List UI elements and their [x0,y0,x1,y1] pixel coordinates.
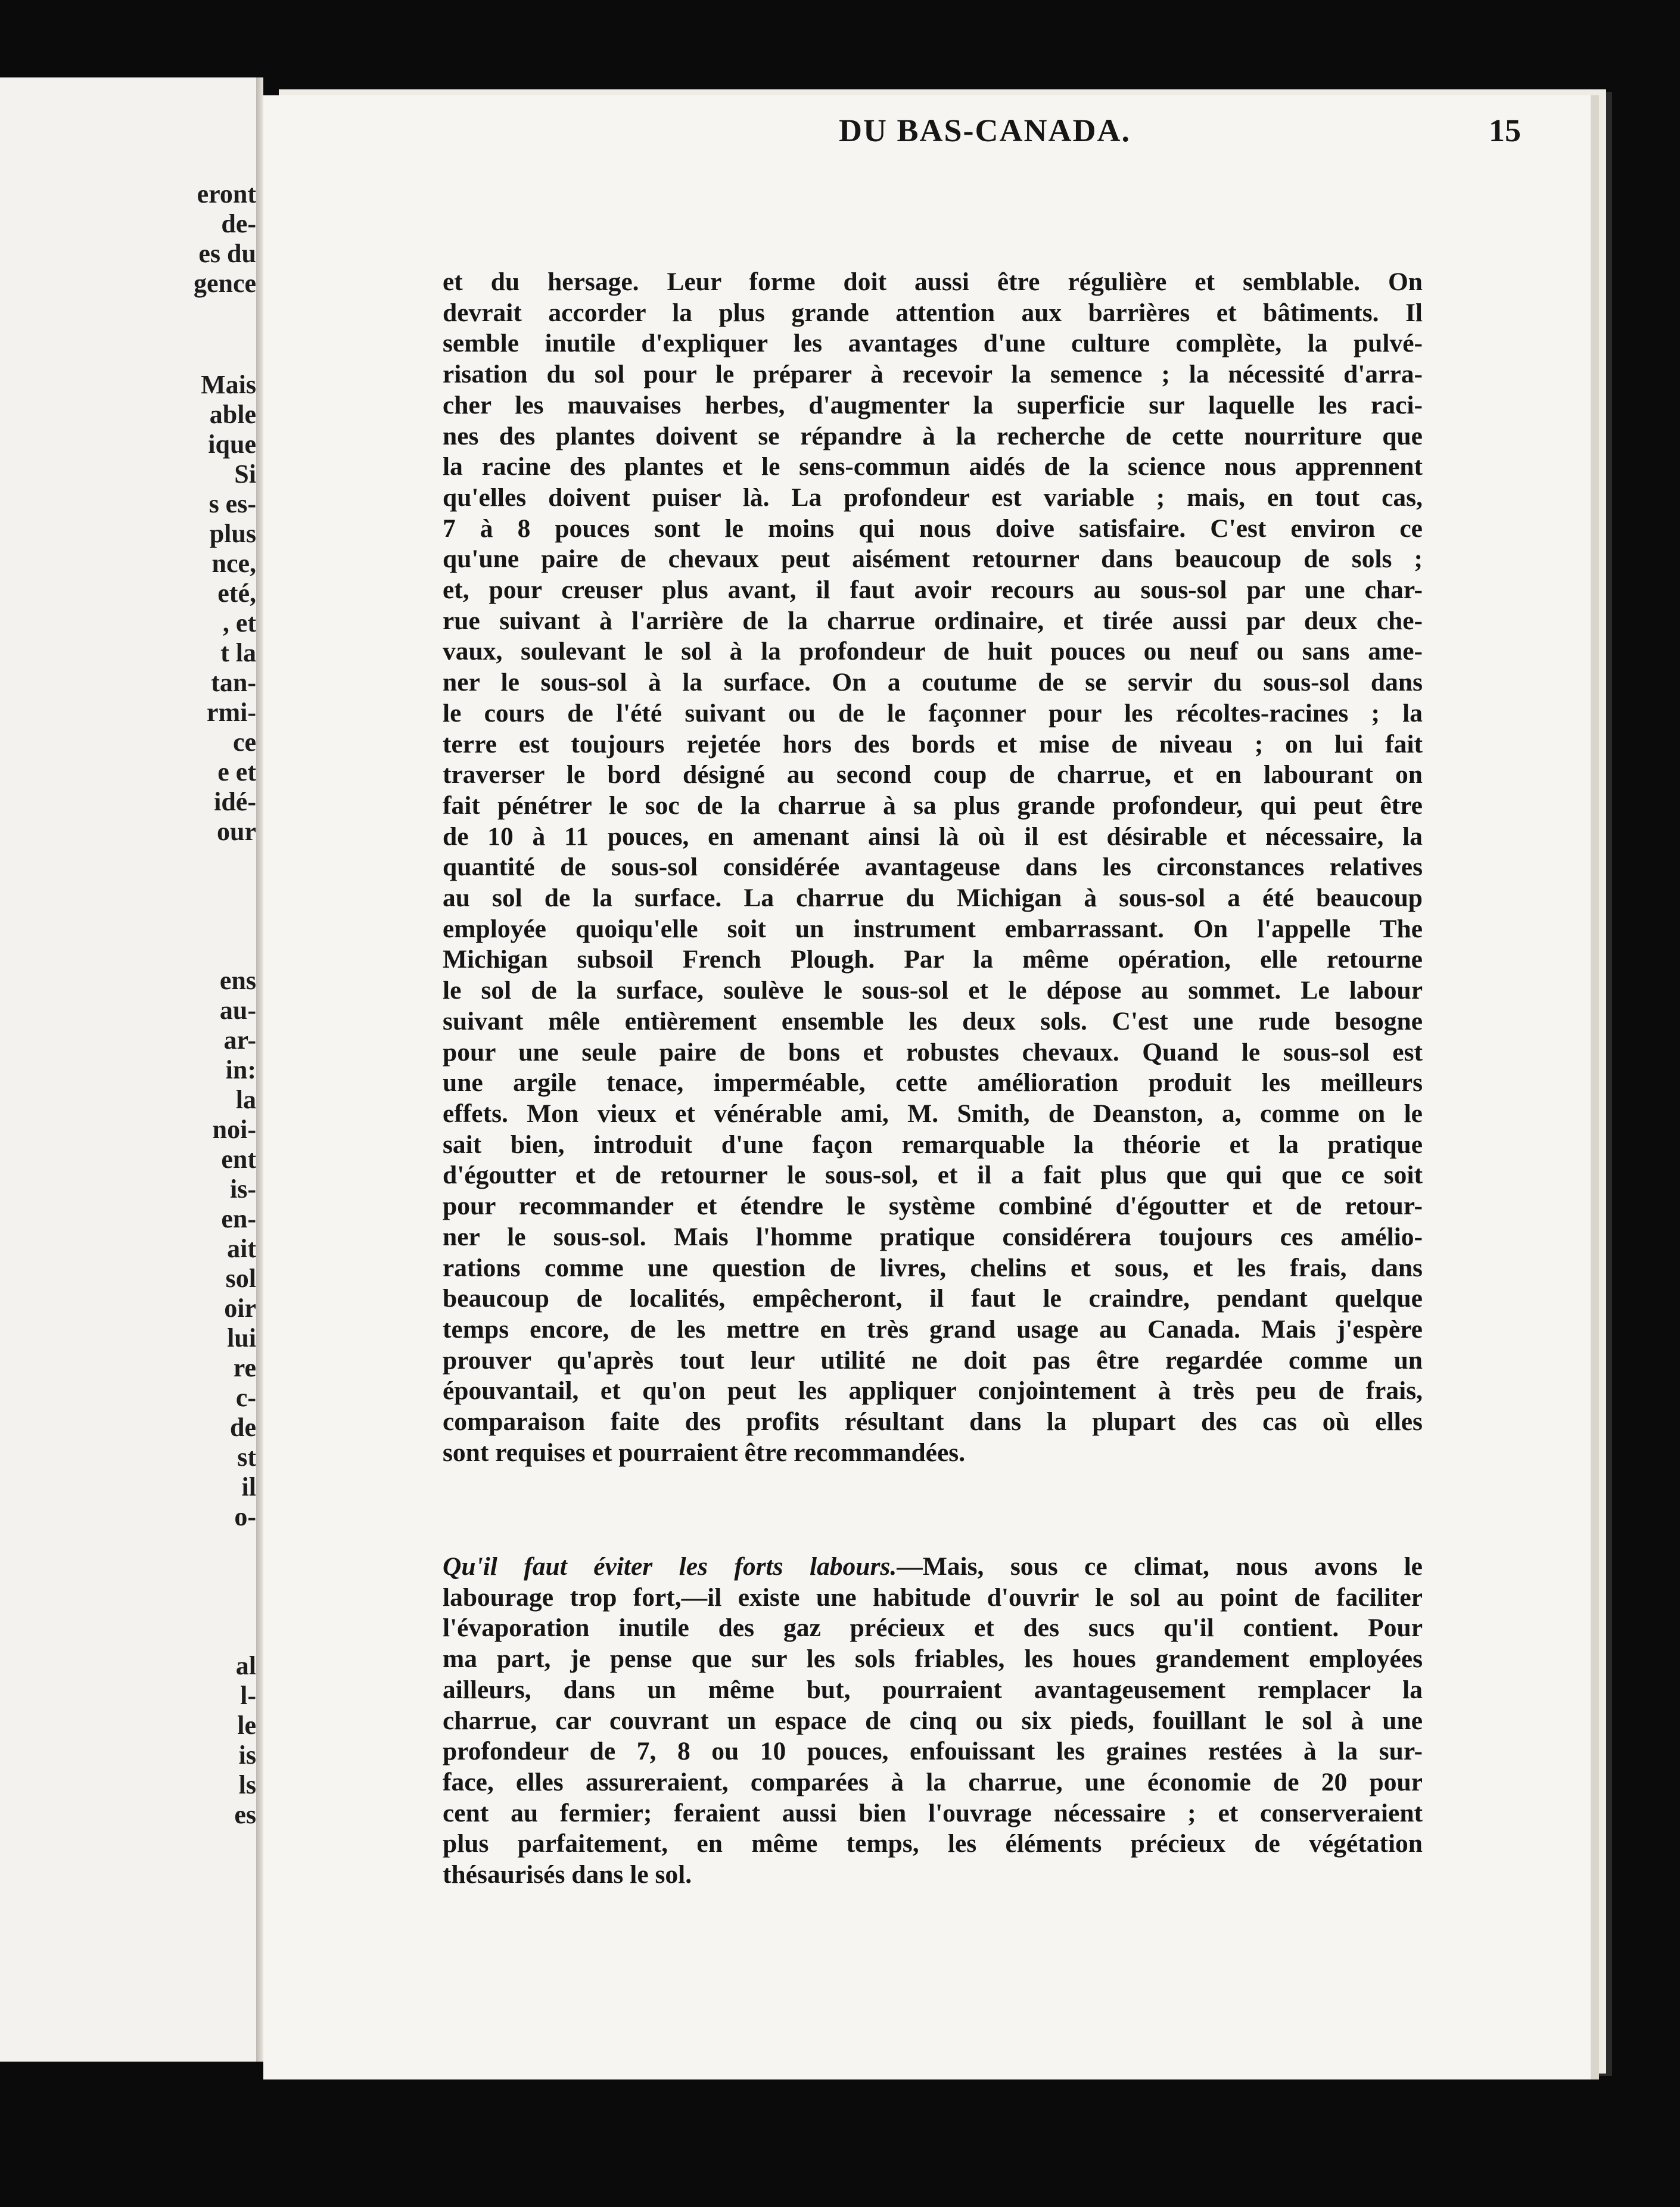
text-line: quantité de sous-sol considérée avantageuse dans les circonstances relatives [443,853,1423,882]
left-page-fragment: ens [219,966,256,995]
text-line: risation du sol pour le préparer à recevoir la semence ; la nécessité d'arra- [443,360,1423,389]
left-page-fragment: al [235,1651,256,1680]
text-line: thésaurisés dans le sol. [443,1860,692,1889]
text-line: plus parfaitement, en même temps, les éléments précieux de végétation [443,1829,1423,1858]
left-page-fragment: s es- [209,489,256,518]
left-page-fragment: is- [230,1174,256,1204]
text-line: beaucoup de localités, empêcheront, il faut le craindre, pendant quelque [443,1284,1423,1313]
text-line: pour recommander et étendre le système combiné d'égoutter et de retour- [443,1192,1423,1221]
text-line: effets. Mon vieux et vénérable ami, M. Smith, de Deanston, a, comme on le [443,1099,1423,1128]
text-line: l'évaporation inutile des gaz précieux et des sucs qu'il contient. Pour [443,1614,1423,1643]
text-line: la racine des plantes et le sens-commun aidés de la science nous apprennent [443,452,1423,481]
left-page-fragment: plus [209,519,256,548]
left-page-fragment: Si [234,459,256,489]
left-page-fragment: able [209,400,256,429]
text-line: suivant mêle entièrement ensemble les deux sols. C'est une rude besogne [443,1006,1423,1036]
text-line [443,1552,1423,1583]
text-line: une argile tenace, imperméable, cette amélioration produit les meilleurs [443,1068,1423,1098]
paragraph-2 [443,1552,1423,1891]
left-page-fragment: rmi- [206,698,256,727]
left-page-fragment: en- [221,1204,256,1233]
text-line: cent au fermier; feraient aussi bien l'ouvrage nécessaire ; et conserveraient [443,1798,1423,1827]
text-line: comparaison faite des profits résultant dans la plupart des cas où elles [443,1407,1423,1437]
left-page-fragment: gence [193,269,256,298]
text-line: et, pour creuser plus avant, il faut avoir recours au sous-sol par une char- [443,576,1423,605]
text-line: pour une seule paire de bons et robustes chevaux. Quand le sous-sol est [443,1037,1423,1067]
left-page-fragment: sol [225,1264,256,1293]
left-page-fragment: o- [234,1502,256,1531]
page-header [526,112,1521,172]
text-line: rue suivant à l'arrière de la charrue ordinaire, et tirée aussi par deux che- [443,606,1423,635]
left-page-fragment: st [237,1443,256,1472]
text-line: vaux, soulevant le sol à la profondeur de huit pouces ou neuf ou sans ame- [443,637,1423,666]
text-line: charrue, car couvrant un espace de cinq ou six pieds, fouillant le sol à une [443,1706,1423,1735]
left-page-fragment: au- [219,996,256,1025]
left-page-fragment: e et [217,757,256,787]
paragraph-1 [443,267,1423,1468]
text-line: ner le sous-sol. Mais l'homme pratique considérera toujours ces amélio- [443,1222,1423,1251]
text-line: labourage trop fort,—il existe une habitude d'ouvrir le sol au point de faciliter [443,1583,1423,1612]
text-line: Michigan subsoil French Plough. Par la même opération, elle retourne [443,945,1423,974]
left-page-fragment: ait [227,1234,256,1263]
text-line: d'égoutter et de retourner le sous-sol, et il a fait plus que qui que ce soit [443,1161,1423,1190]
text-line: épouvantail, et qu'on peut les appliquer conjointement à très peu de frais, [443,1376,1423,1406]
left-page-fragment: idé- [214,787,256,816]
text-line: semble inutile d'expliquer les avantages d'une culture complète, la pulvé- [443,329,1423,358]
left-page-fragment: le [237,1711,256,1740]
section-title: Qu'il faut éviter les forts labours. [443,1552,897,1581]
left-page-fragment: il [241,1472,256,1502]
left-page-fragment: is [238,1740,256,1770]
left-page-fragment: Mais [201,370,256,399]
text-line: sait bien, introduit d'une façon remarquable la théorie et la pratique [443,1130,1423,1159]
left-page-fragment: ique [208,430,256,459]
book-gutter [256,77,263,2062]
text-line: nes des plantes doivent se répandre à la recherche de cette nourriture que [443,421,1423,450]
text-line: sont requises et pourraient être recommandées. [443,1438,966,1467]
text-line: devrait accorder la plus grande attention aux barrières et bâtiments. Il [443,298,1423,327]
left-page-fragment: es [234,1800,256,1829]
left-page-fragment: eté, [217,579,256,608]
text-line: prouver qu'après tout leur utilité ne doit pas être regardée comme un [443,1345,1423,1375]
text-line: traverser le bord désigné au second coup de charrue, et en labourant on [443,760,1423,789]
left-page-fragment: re [233,1353,256,1382]
left-page-fragment: es du [198,239,256,268]
left-page-fragment: nce, [211,549,256,578]
left-page-fragment: eront [197,179,256,209]
text-line: le cours de l'été suivant ou de le façonner pour les récoltes-racines ; la [443,698,1423,728]
text-line: le sol de la surface, soulève le sous-sol et le dépose au sommet. Le labour [443,976,1423,1005]
left-page-fragment: noi- [212,1115,256,1144]
text-line: ailleurs, dans un même but, pourraient avantageusement remplacer la [443,1675,1423,1704]
left-page-fragment: oir [224,1294,256,1323]
left-page-fragment: in: [225,1055,256,1084]
text-line: cher les mauvaises herbes, d'augmenter la superficie sur laquelle les raci- [443,390,1423,419]
text-line: de 10 à 11 pouces, en amenant ainsi là où il est désirable et nécessaire, la [443,822,1423,851]
text-line: fait pénétrer le soc de la charrue à sa plus grande profondeur, qui peut être [443,791,1423,820]
text-line: qu'une paire de chevaux peut aisément retourner dans beaucoup de sols ; [443,545,1423,574]
left-page-fragment: ar- [223,1025,256,1055]
page-number: 15 [1489,113,1521,148]
text-line: qu'elles doivent puiser là. La profondeur est variable ; mais, en tout cas, [443,483,1423,512]
section-first-line: —Mais, sous ce climat, nous avons le [897,1552,1423,1581]
left-page-fragment: l- [240,1681,256,1710]
text-line: ner le sous-sol à la surface. On a coutume de se servir du sous-sol dans [443,668,1423,697]
text-line: face, elles assureraient, comparées à la charrue, une économie de 20 pour [443,1767,1423,1796]
text-line: au sol de la surface. La charrue du Michigan à sous-sol a été beaucoup [443,884,1423,913]
text-line: temps encore, de les mettre en très grand usage au Canada. Mais j'espère [443,1314,1423,1344]
left-page-fragment: tan- [211,668,256,697]
left-page-fragment: ls [238,1770,256,1799]
left-page-fragment: lui [227,1323,256,1353]
text-line: et du hersage. Leur forme doit aussi être régulière et semblable. On [443,268,1423,296]
left-page-fragment: c- [235,1383,256,1412]
left-page-fragment: ent [221,1145,256,1174]
left-page-edge [0,77,257,2062]
text-line: rations comme une question de livres, chelins et sous, et les frais, dans [443,1253,1423,1282]
text-line: ma part, je pense que sur les sols friables, les houes grandement employées [443,1645,1423,1674]
left-page-fragment: , et [222,608,256,638]
left-page-fragment: t la [220,638,256,667]
text-line: 7 à 8 pouces sont le moins qui nous doive satisfaire. C'est environ ce [443,514,1423,543]
left-page-fragment: la [235,1085,256,1114]
text-line: employée quoiqu'elle soit un instrument embarrassant. On l'appelle The [443,914,1423,943]
left-page-fragment: de [230,1413,256,1442]
left-page-fragment: ce [232,728,256,757]
left-page-fragment: de- [221,209,256,238]
text-line: terre est toujours rejetée hors des bords et mise de niveau ; on lui fait [443,729,1423,759]
running-head: DU BAS-CANADA. [838,113,1131,148]
text-line: profondeur de 7, 8 ou 10 pouces, enfouissant les graines restées à la sur- [443,1737,1423,1766]
left-page-fragment: our [217,817,256,846]
